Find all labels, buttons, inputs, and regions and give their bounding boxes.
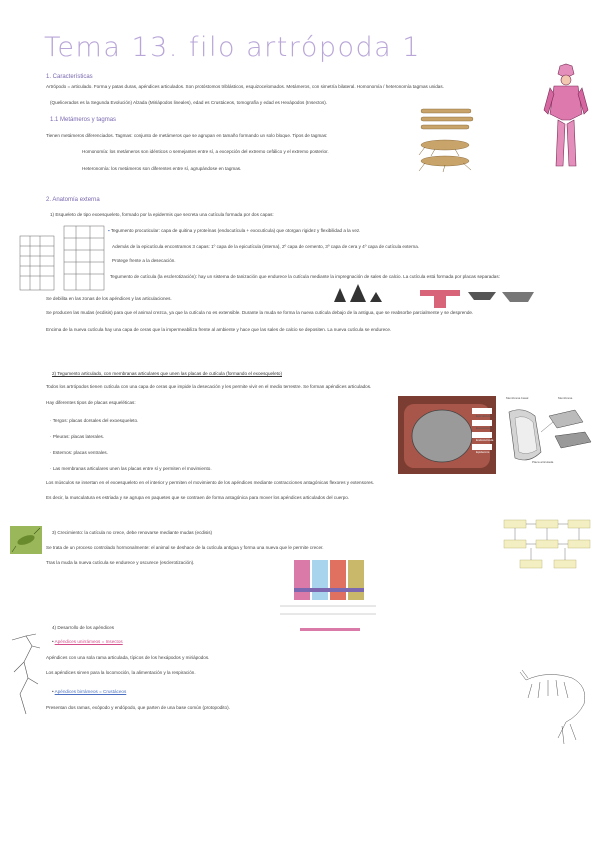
diagram-label: Epidermis — [476, 450, 490, 454]
sclerotization-diagram — [330, 280, 540, 310]
subsection-heading: 1.1 Metámeros y tagmas — [50, 117, 117, 123]
text-line: Se debilita en las zonas de los apéndices y las articulaciones. — [46, 296, 172, 301]
molting-stages-diagram — [280, 560, 376, 622]
section-heading-4: 3) Crecimiento: la cutícula no crece, debe renovarse mediante mudas (ecdisis) — [52, 530, 213, 535]
cross-section-diagram — [398, 396, 496, 474]
diagram-label: Exocutícula — [476, 426, 492, 430]
text-line: Protege frente a la desecación. — [112, 258, 176, 263]
list-item: • Apéndices unirrámeos = Insectos — [52, 639, 123, 644]
text-line: Hay diferentes tipos de placas esqueléticas: — [46, 400, 136, 405]
figure-illustration — [540, 62, 592, 172]
text-line: Tienen metámeros diferenciados. Tagmas: conjunto de metámeros que se agrupan en tamaño formando un solo bloque. Tipos de tagmas: — [46, 133, 328, 138]
crustacean-illustration — [518, 668, 596, 748]
text-line: Tegumento de cutícula (la esclerotización): hay un sistema de tanización que endurece la cutícula mediante la impregnación de sales de calcio. La cutícula está formada por placas separadas: — [110, 274, 500, 279]
list-item: · Las membranas articulares unen las placas entre sí y permiten el movimiento. — [50, 466, 212, 471]
list-item: • Apéndices birrámeos = Crustáceos — [52, 689, 127, 694]
text-line: Homonomía: los metámeros son idénticos o semejantes entre sí, a excepción del extremo cefálico y el extremo posterior. — [82, 149, 329, 154]
text-line: Se producen las mudas (ecdisis) para que el animal crezca, ya que la cutícula no es extensible. Durante la muda se forma la nueva cutícula debajo de la antigua, que se reabsorbe parcialmente y se desprende. — [46, 310, 474, 315]
appendage-illustration — [6, 632, 42, 722]
list-item: · Tergos: placas dorsales del exoesqueleto. — [50, 418, 139, 423]
text-line: Encima de la nueva cutícula hay una capa de ceras que la impermeabiliza frente al ambiente y hace que las sales de calcio se depositen. La nueva cutícula se endurece. — [46, 327, 392, 332]
text-line: Es decir, la musculatura es estriada y se agrupa en paquetes que se contraen de forma antagónica para mover los apéndices articulados del cuerpo. — [46, 495, 350, 500]
list-item: · Esternos: placas ventrales. — [50, 450, 108, 455]
text-line: Presentan dos ramas, exópodo y endópodo, que parten de una base común (protopodito). — [46, 705, 230, 710]
molting-stages-legend — [300, 626, 360, 634]
text-line: Heteronomía: los metámeros son diferentes entre sí, agrupándose en tagmas. — [82, 166, 242, 171]
molting-flowchart — [500, 516, 596, 582]
joint-diagram — [505, 402, 595, 468]
text-line: Artrópodo = articulado. Forma y patas duras, apéndices articulados. Son protóstomos triblásticos, esquizocelomados. Metámeros, con simetría bilateral. Homonomía / heteronomía tagmas unidas. — [46, 84, 444, 89]
diagram-label: Placa articulada — [532, 460, 554, 464]
text-line: Tras la muda la nueva cutícula se endurece y oscurece (esclerotización). — [46, 560, 195, 565]
arthropod-illustration — [415, 103, 485, 173]
diagram-label: Membrana — [558, 396, 573, 400]
diagram-label: Endocutícula — [476, 438, 494, 442]
text-line: 1) Esqueleto de tipo exoesqueleto, formado por la epidermis que secreta una cutícula formada por dos capas: — [50, 212, 274, 217]
text-line: Además de la epicutícula encontramos 3 capas: 1º capa de la epicutícula (interna), 2º capa de cemento, 3º capa de cera y 4º capa de cutícula externa. — [112, 244, 420, 249]
text-line: Los músculos se insertan en el exoesqueleto en el interior y permiten el movimiento de los apéndices mediante contracciones antagónicas flexores y extensores. — [46, 480, 375, 485]
text-line: ▪ Tegumento procuticular: capa de quitina y proteínas (endocutícula + exocutícula) que otorgan rigidez y flexibilidad a la vez. — [108, 228, 361, 233]
text-line: Apéndices con una sola rama articulada, típicos de los hexápodos y miriápodos. — [46, 655, 210, 660]
section-heading-1: 1. Características — [46, 74, 93, 80]
cuticle-diagram — [16, 222, 108, 294]
list-item: · Pleuras: placas laterales. — [50, 434, 105, 439]
diagram-label: Membrana basal — [506, 396, 529, 400]
diagram-label: Epicutícula — [476, 414, 491, 418]
text-line: (Quelicerados es la Segunda Evolución) Alzada (Miriápodos lineales), edad es Crustáceos, tomografía y edad es Hexápodos (Insectos). — [50, 100, 328, 105]
section-heading-5: 4) Desarrollo de los apéndices — [52, 625, 115, 630]
section-heading-2: 2. Anatomía externa — [46, 197, 100, 203]
text-line: Todos los artrópodos tienen cutícula con una capa de ceras que impide la desecación y les permite vivir en el medio terrestre. Se forman apéndices articulados. — [46, 384, 372, 389]
page-title: Tema 13. filo artrópoda 1 — [44, 32, 421, 63]
text-line: Se trata de un proceso controlado hormonalmente: el animal se deshace de la cutícula antigua y forma una nueva que le permite crecer. — [46, 545, 324, 550]
text-line: Los apéndices sirven para la locomoción, la alimentación y la respiración. — [46, 670, 196, 675]
insect-photo — [10, 526, 42, 554]
section-heading-3: 2) Tegumento articulado, con membranas articulares que unen las placas de cutícula (formando el exoesqueleto) — [52, 371, 282, 376]
